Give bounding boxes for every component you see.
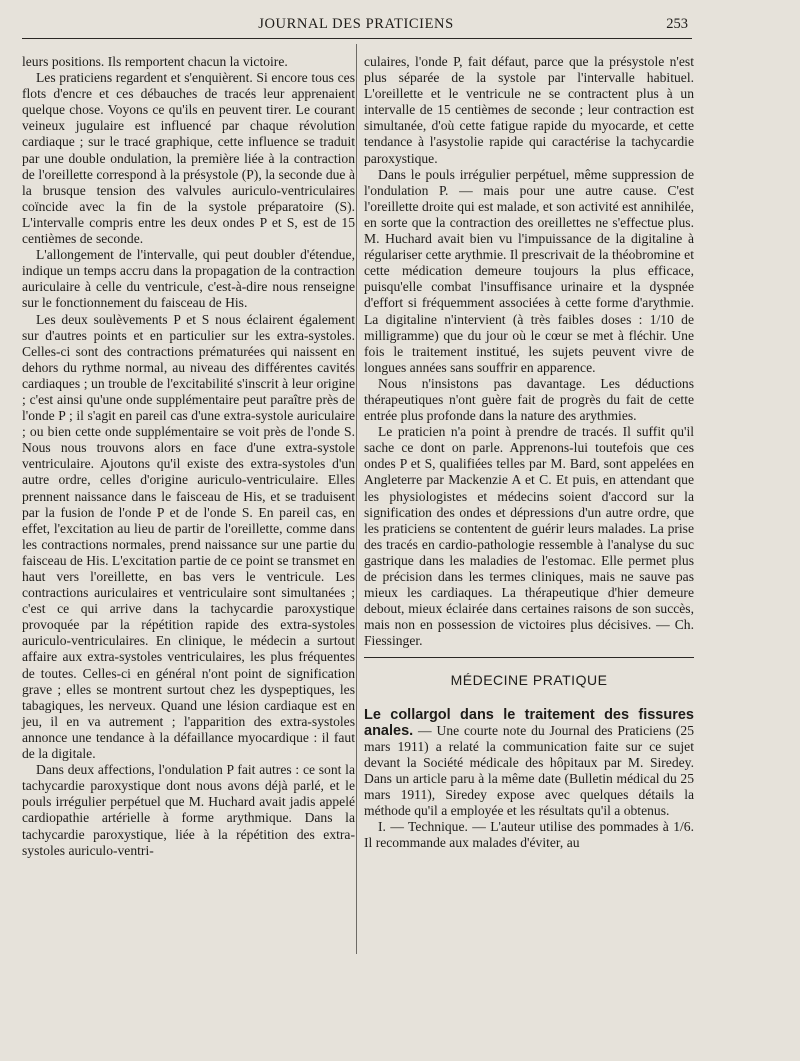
article-paragraph-2: I. — Technique. — L'auteur utilise des pommades à 1/6. Il recommande aux malades d'éviter, au	[364, 819, 694, 851]
left-column	[22, 54, 355, 859]
column-divider	[356, 44, 357, 954]
left-paragraph-4: Les deux soulèvements P et S nous éclairent également sur d'autres points et en particulier sur les extra-systoles. Celles-ci sont des contractions prématurées qui naissent en dehors du rythme normal, au niveau des différentes cavités cardiaques ; un trouble de l'excitabilité s'inscrit à leur origine ; c'est ainsi qu'une onde supplémentaire peut paraître près de l'onde P ; il s'agit en pareil cas d'une extra-systole auriculaire ; ou bien cette onde supplémentaire se voit près de l'onde S. Nous nous trouvons alors en face d'une extra-systole ventriculaire. Ajoutons qu'il existe des extra-systoles d'un autre ordre, celles d'origine auriculo-ventriculaire. Elles prennent naissance dans le faisceau de His, et se traduisent par la fusion de l'onde P et de l'onde S. En pareil cas, en effet, l'excitation au lieu de partir de l'oreillette, comme dans les contractions normales, prend naissance sur une partie du faisceau de His. L'excitation partie de ce point se transmet en haut vers l'oreillette, en bas vers le ventricule. Les contractions auriculaires et ventriculaire sont simultanées ; c'est ce qui arrive dans la tachycardie paroxystique provoquée par la répétition rapide des extra-systoles auriculo-ventriculaires. En clinique, le médecin a surtout affaire aux extra-systoles ventriculaires, les plus fréquentes de toutes. Celles-ci en général n'ont point de signification grave ; elles se montrent surtout chez les dyspeptiques, les tabagiques, les nerveux. Quand une lésion cardiaque est en jeu, il en va autrement ; l'apparition des extra-systoles annonce une tendance à la défaillance myocardique : il faut de la digitale.	[22, 311, 355, 762]
article-title: Le collargol dans le traitement des fissures anales.	[364, 706, 694, 739]
right-column	[364, 54, 694, 851]
running-title: JOURNAL DES PRATICIENS	[258, 16, 454, 32]
left-paragraph-5: Dans deux affections, l'ondulation P fait autres : ce sont la tachycardie paroxystique dont nous avons déjà parlé, et le pouls irrégulier perpétuel que M. Huchard avait jadis appelé cardiopathie artérielle à forme arythmique. Dans la tachycardie paroxystique, liée à la répétition des extra-systoles auriculo-ventri-	[22, 762, 355, 858]
section-rule	[364, 657, 694, 658]
page-header	[24, 16, 688, 36]
left-paragraph-2: Les praticiens regardent et s'enquièrent. Si encore tous ces flots d'encre et ces débauches de tracés leur apprenaient quelque chose. Voyons ce qu'ils en peuvent tirer. Le courant veineux jugulaire est influencé par chaque révolution cardiaque ; sur le tracé graphique, cette influence se traduit par une double ondulation, la première liée à la contraction de l'oreillette correspond à la présystole (P), la seconde due à la brusque tension des valvules auriculo-ventriculaires coïncide avec la fin de la systole préparatoire (S). L'intervalle compris entre les deux ondes P et S, est de 15 centièmes de seconde.	[22, 70, 355, 247]
page-number: 253	[666, 16, 688, 32]
header-rule	[22, 38, 692, 39]
left-paragraph-1: leurs positions. Ils remportent chacun la victoire.	[22, 54, 288, 69]
article-paragraph-1: — Une courte note du Journal des Praticiens (25 mars 1911) a relaté la communication faite sur ce sujet devant la Société médicale des hôpitaux par M. Siredey. Dans un article paru à la même date (Bulletin médical du 25 mars 1911), Siredey expose avec quelques détails la méthode qu'il a employée et les résultats qu'il a obtenus.	[364, 722, 694, 819]
right-paragraph-2: Dans le pouls irrégulier perpétuel, même suppression de l'ondulation P. — mais pour une autre cause. C'est l'oreillette droite qui est malade, et son activité est annihilée, en sorte que la contraction des oreillettes ne s'effectue plus. M. Huchard avait bien vu l'impuissance de la digitaline à régulariser cette arythmie. Il prescrivait de la théobromine et cette médication demeure toujours la plus efficace, puisqu'elle combat l'insuffisance urinaire et la dyspnée d'effort si fréquemment associées à cette forme d'arythmie. La digitaline n'intervient (à très faibles doses : 1/10 de milligramme) que du jour où le cœur se met à fléchir. Une fois le traitement institué, les sujets peuvent vivre de longues années sans souffrir en apparence.	[364, 166, 694, 375]
left-paragraph-3: L'allongement de l'intervalle, qui peut doubler d'étendue, indique un temps accru dans la propagation de la contraction auriculaire à celle du ventricule, c'est-à-dire nous renseigne sur le fonctionnement du faisceau de His.	[22, 247, 355, 311]
right-paragraph-1: culaires, l'onde P, fait défaut, parce que la présystole n'est plus séparée de la systole par l'intervalle habituel. L'oreillette et le ventricule ne se contractent plus à un intervalle de 15 centièmes de seconde ; leur contraction est simultanée, d'où cette fatigue rapide du myocarde, et cette tendance à l'asystolie rapide qui caractérise la tachycardie paroxystique.	[364, 54, 694, 166]
right-paragraph-4: Le praticien n'a point à prendre de tracés. Il suffit qu'il sache ce dont on parle. Apprenons-lui toutefois que ces ondes P et S, qualifiées telles par M. Bard, sont appelées en Angleterre par Mackenzie A et C. Et puis, en attendant que les physiologistes et médecins soient d'accord sur la signification des ondes et dépressions d'un autre ordre, que les praticiens se contentent de guérir leurs malades. La prise des tracés en cardio-pathologie ressemble à l'analyse du suc gastrique dans les maladies de l'estomac. Elle permet plus de précision dans les termes cliniques, mais ne sauve pas mieux les cardiaques. La thérapeutique d'hier demeure debout, mieux éclairée dans certaines raisons de son succès, mais non en possession de victoires plus décisives. — Ch. Fiessinger.	[364, 424, 694, 649]
right-paragraph-3: Nous n'insistons pas davantage. Les déductions thérapeutiques n'ont guère fait de progrès du fait de cette entrée plus profonde dans la nature des arythmies.	[364, 375, 694, 424]
article-intro	[364, 707, 694, 820]
section-title: MÉDECINE PRATIQUE	[450, 672, 608, 689]
